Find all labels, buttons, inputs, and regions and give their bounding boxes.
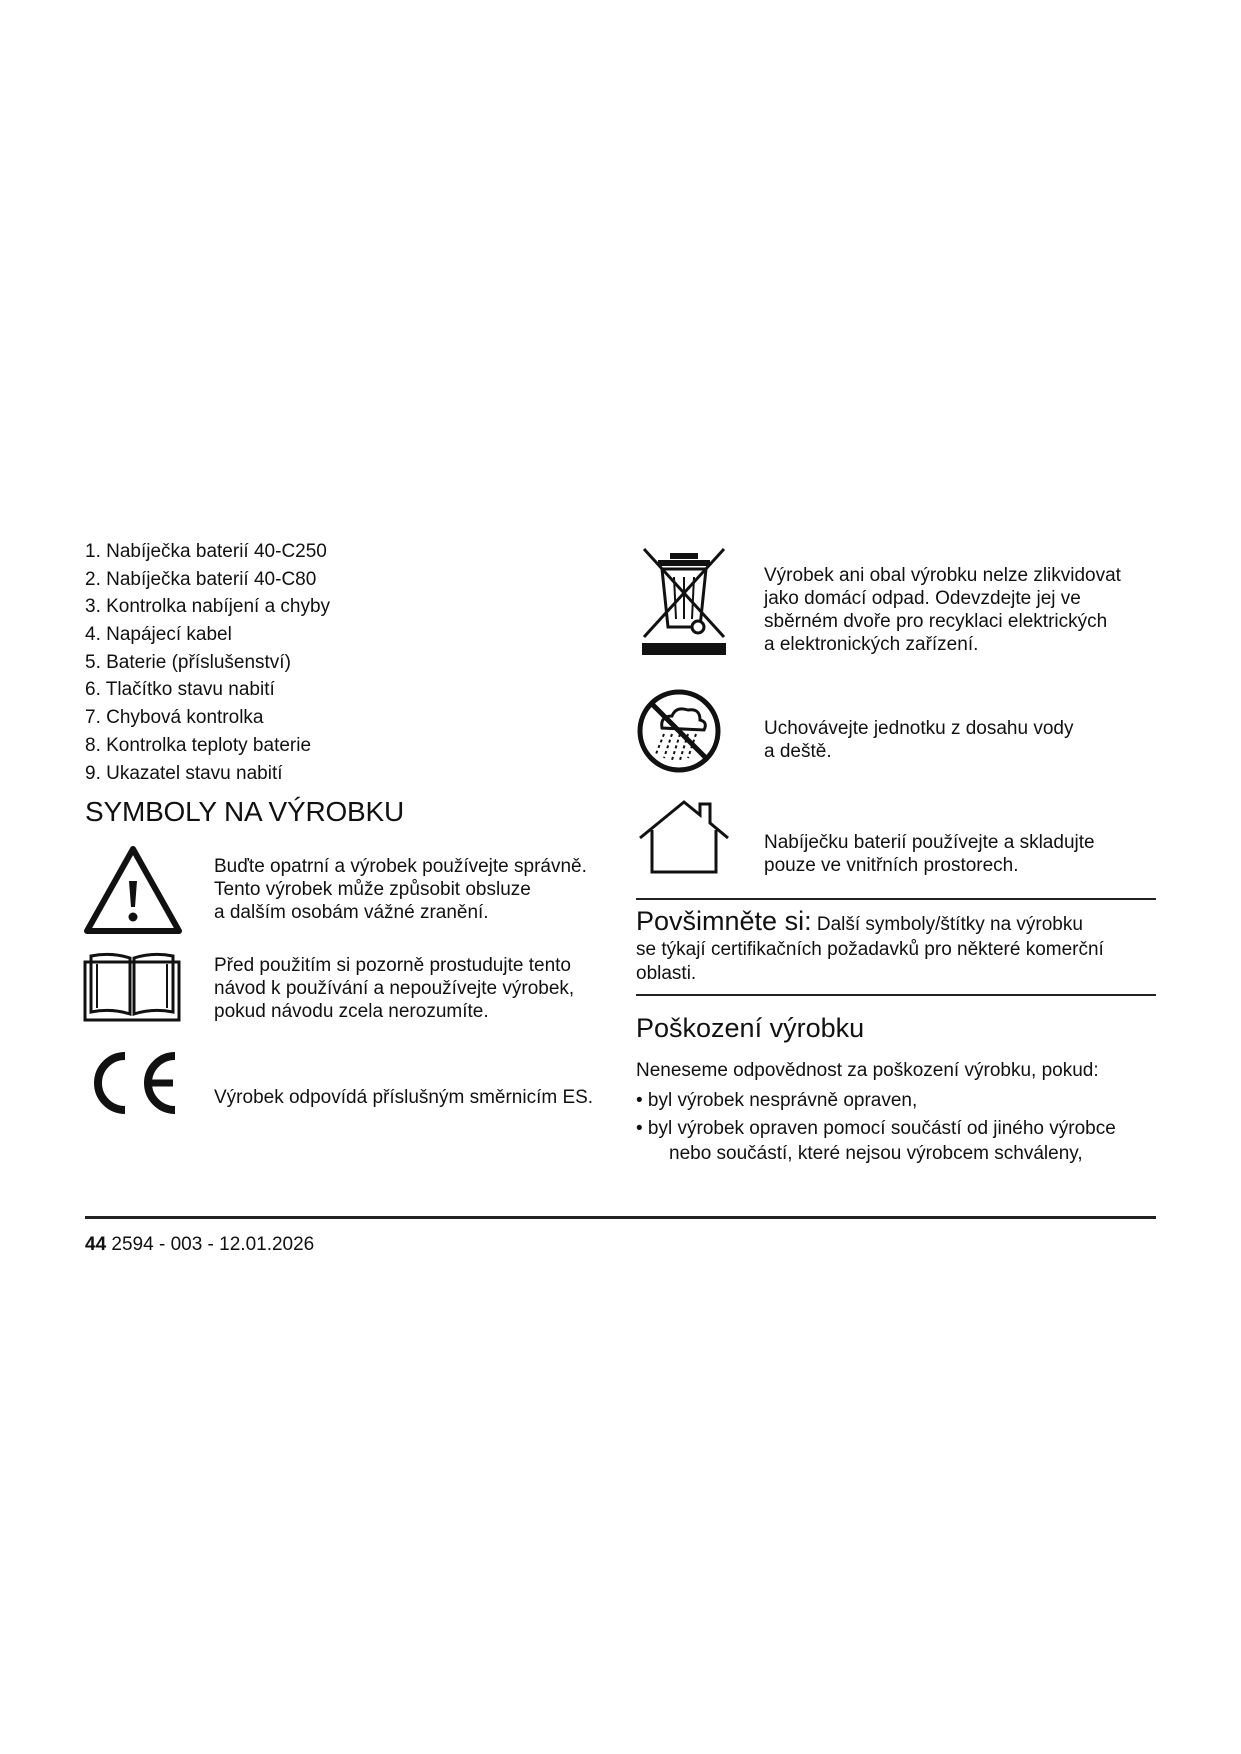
parts-list-item: 8. Kontrolka teploty baterie — [85, 734, 312, 756]
document-reference: 2594 - 003 - 12.01.2026 — [106, 1234, 315, 1255]
symbol-text-line: a dalším osobám vážné zranění. — [214, 902, 489, 923]
symbol-text-line: Uchovávejte jednotku z dosahu vody — [764, 718, 1074, 739]
note-text: se týkají certifikačních požadavků pro některé komerční — [636, 939, 1104, 960]
manual-description — [214, 954, 574, 1023]
warning-description — [214, 855, 587, 924]
list-item — [636, 1088, 1116, 1113]
bullet: • — [636, 1118, 643, 1139]
disposal-description — [764, 564, 1121, 656]
symbol-text-line: Tento výrobek může způsobit obsluze — [214, 879, 531, 900]
indoor-description — [764, 831, 1095, 877]
warning-triangle-icon — [83, 845, 183, 935]
list-item-text: byl výrobek nesprávně opraven, — [642, 1090, 918, 1111]
ce-description — [214, 1086, 593, 1109]
page-number: 44 — [85, 1234, 107, 1255]
symbol-text-line: pokud návodu zcela nerozumíte. — [214, 1001, 489, 1022]
parts-list-item: 4. Napájecí kabel — [85, 624, 232, 646]
symbol-text-line: Buďte opatrní a výrobek používejte správně. — [214, 856, 587, 877]
note-block — [636, 906, 1104, 985]
parts-list-item: 7. Chybová kontrolka — [85, 707, 264, 729]
symbol-text-line: Výrobek odpovídá příslušným směrnicím ES. — [214, 1087, 594, 1108]
note-text: Další symboly/štítky na výrobku — [811, 914, 1083, 935]
list-item-continuation: nebo součástí, které nejsou výrobcem schváleny, — [669, 1143, 1083, 1164]
damage-list — [636, 1088, 1116, 1166]
symbol-text-line: a elektronických zařízení. — [764, 634, 979, 655]
list-item-text: byl výrobek opraven pomocí součástí od jiného výrobce — [642, 1118, 1116, 1139]
symbol-text-line: pouze ve vnitřních prostorech. — [764, 855, 1019, 876]
symbol-text-line: Výrobek ani obal výrobku nelze zlikvidovat — [764, 565, 1121, 586]
indoor-house-icon — [636, 798, 732, 876]
symbol-text-line: jako domácí odpad. Odevzdejte jej ve — [764, 588, 1081, 609]
symbol-text-line: návod k používání a nepoužívejte výrobek, — [214, 978, 575, 999]
note-text: oblasti. — [636, 963, 697, 984]
crossed-bin-icon — [640, 545, 728, 657]
bullet: • — [636, 1090, 643, 1111]
note-label: Povšimněte si: — [636, 906, 812, 936]
symbols-heading: SYMBOLY NA VÝROBKU — [85, 796, 405, 827]
symbol-text-line: a deště. — [764, 741, 832, 762]
parts-list-item: 3. Kontrolka nabíjení a chyby — [85, 596, 331, 618]
manual-book-icon — [83, 950, 181, 1022]
parts-list-item: 5. Baterie (příslušenství) — [85, 651, 291, 673]
parts-list — [85, 538, 330, 787]
no-rain-description — [764, 717, 1073, 763]
damage-intro: Neneseme odpovědnost za poškození výrobku, pokud: — [636, 1060, 1099, 1081]
no-rain-icon — [636, 688, 722, 774]
footer — [85, 1234, 314, 1256]
list-item — [636, 1116, 1116, 1166]
divider — [636, 898, 1156, 900]
symbol-text-line: Nabíječku baterií používejte a skladujte — [764, 832, 1095, 853]
parts-list-item: 2. Nabíječka baterií 40-C80 — [85, 568, 317, 590]
divider — [636, 994, 1156, 996]
ce-mark-icon — [83, 1050, 181, 1116]
symbol-text-line: Před použitím si pozorně prostudujte tento — [214, 955, 571, 976]
footer-rule — [85, 1216, 1156, 1219]
parts-list-item: 6. Tlačítko stavu nabití — [85, 679, 275, 701]
parts-list-item: 1. Nabíječka baterií 40-C250 — [85, 541, 327, 562]
damage-heading: Poškození výrobku — [636, 1013, 865, 1043]
symbol-text-line: sběrném dvoře pro recyklaci elektrických — [764, 611, 1108, 632]
parts-list-item: 9. Ukazatel stavu nabití — [85, 762, 283, 784]
